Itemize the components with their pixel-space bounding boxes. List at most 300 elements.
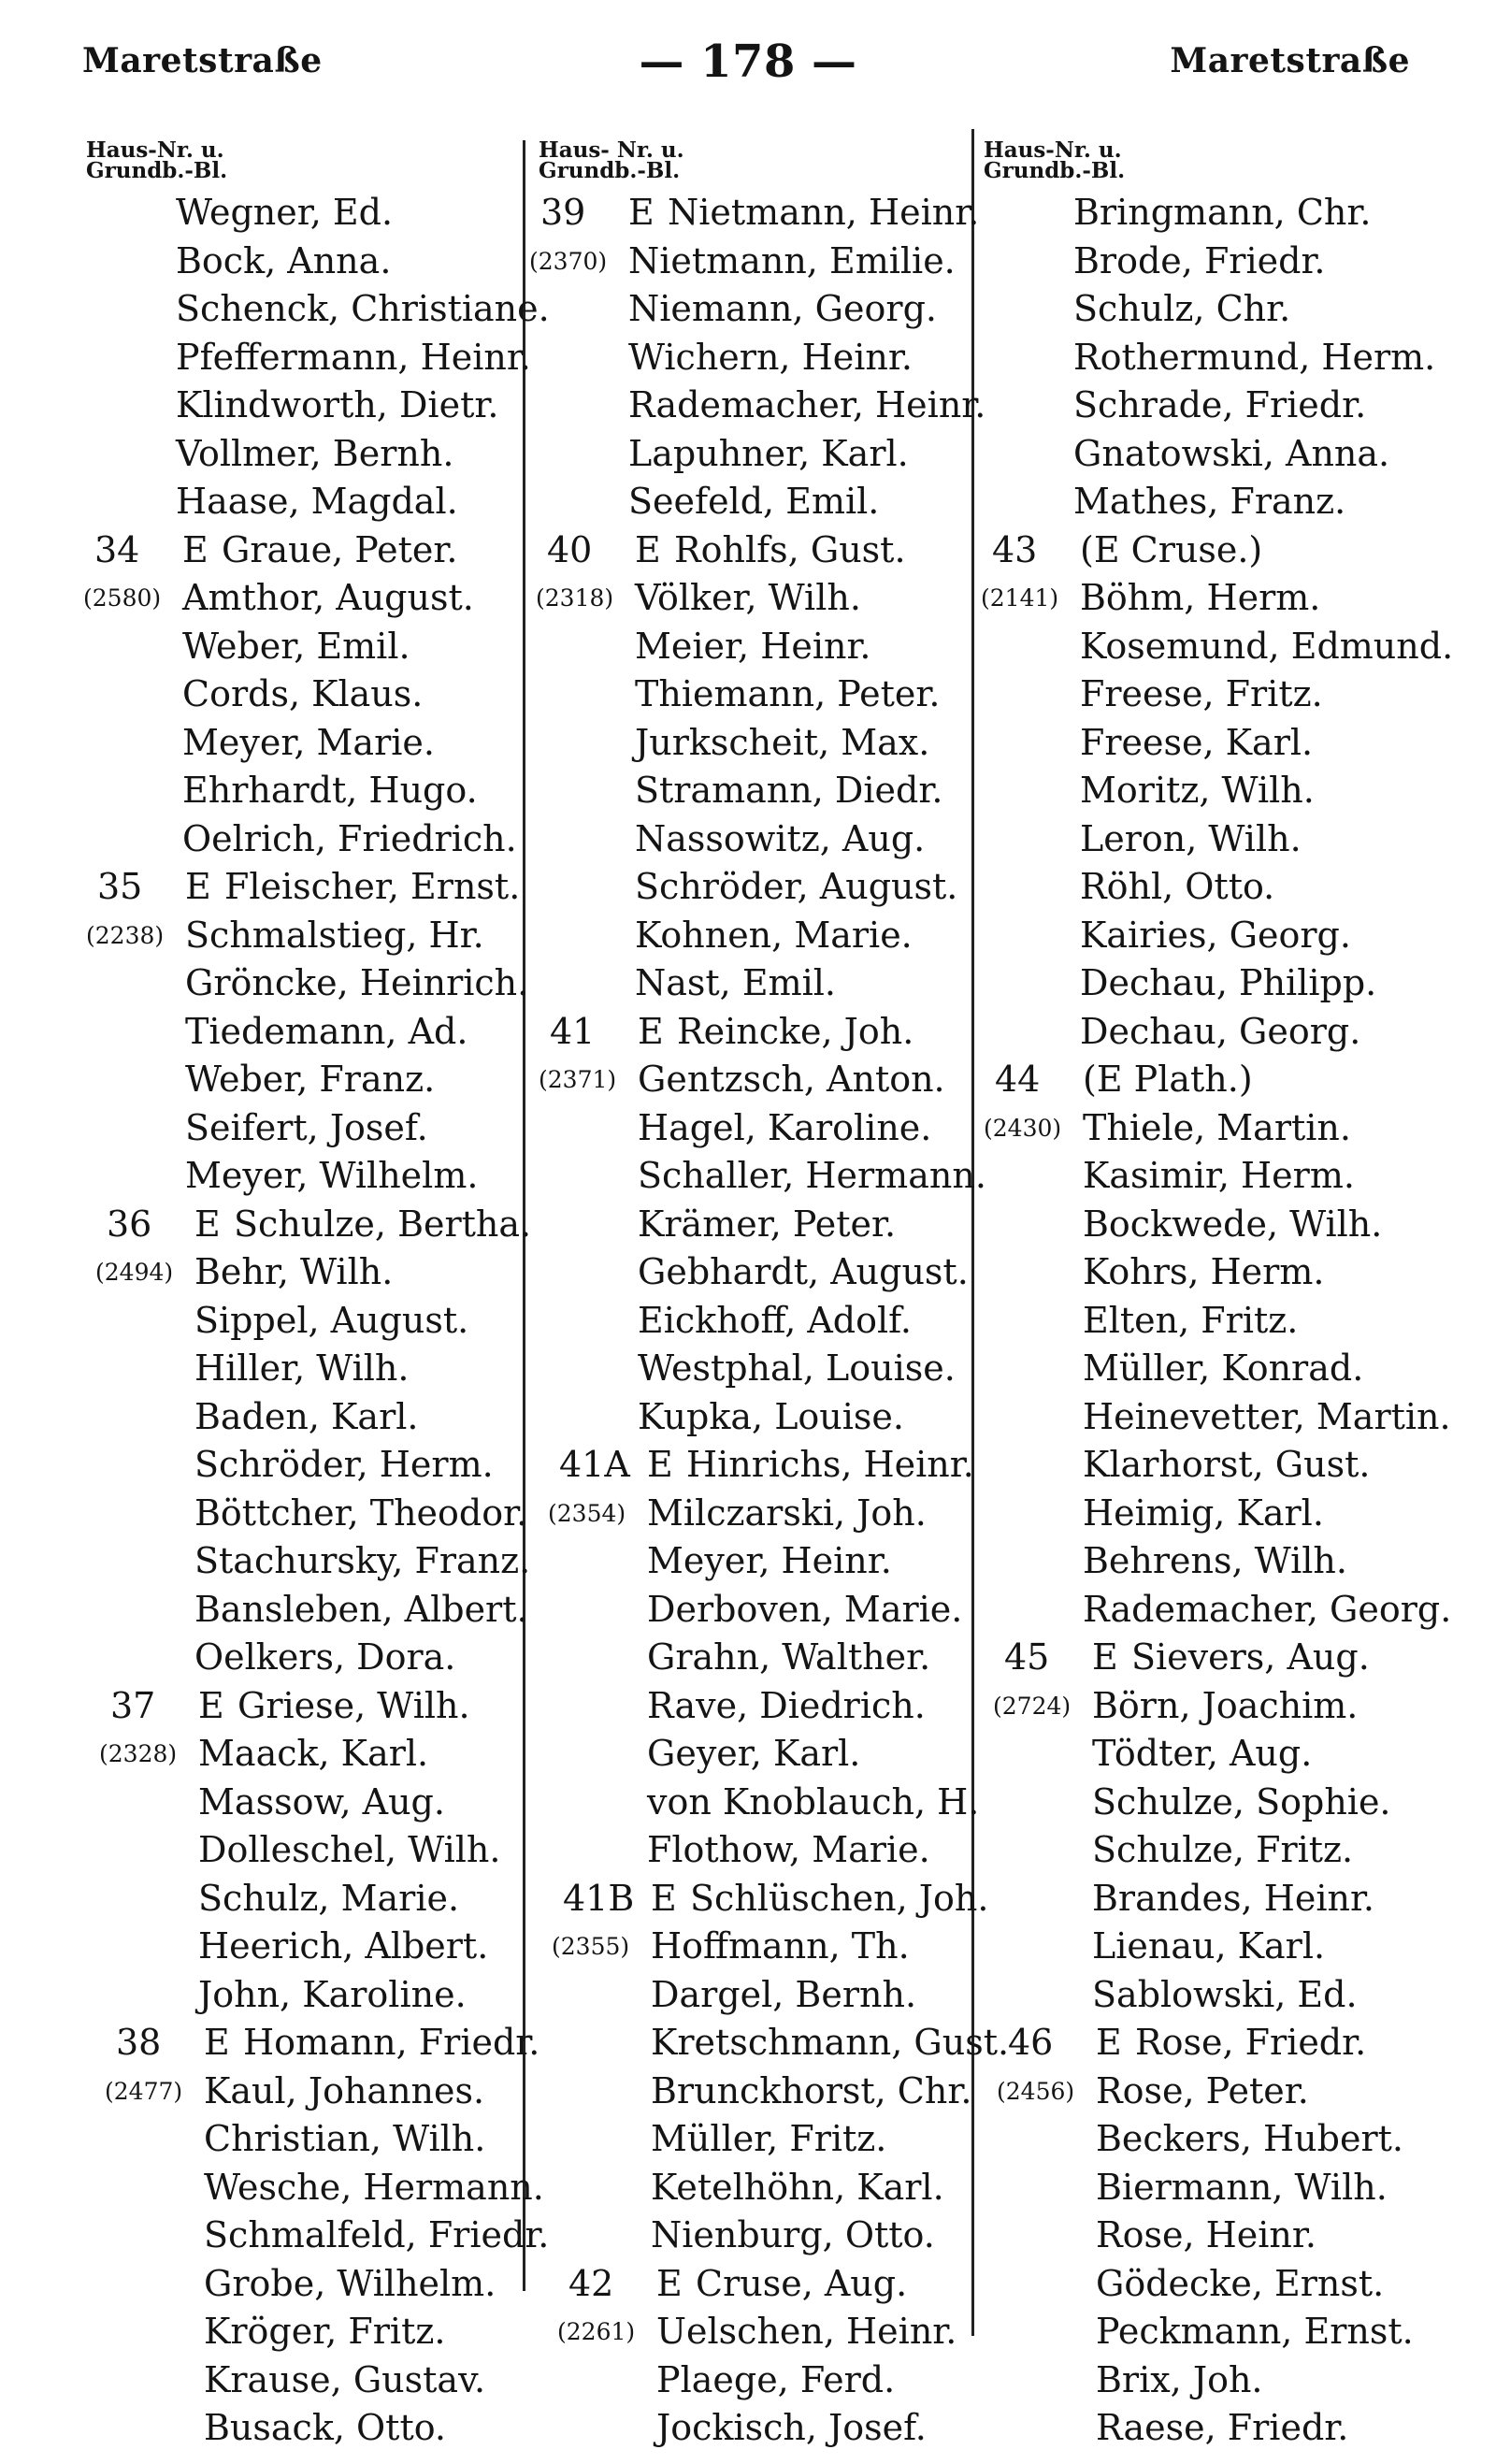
resident-name: Jockisch, Josef.: [656, 2407, 927, 2448]
resident-name: Schenck, Christiane.: [176, 288, 550, 329]
directory-entry: [82, 1056, 531, 1104]
directory-entry: [980, 1490, 1466, 1538]
directory-entry: [980, 1201, 1466, 1249]
land-register-number: (2456): [997, 2077, 1075, 2105]
resident-name: Weber, Franz.: [185, 1059, 436, 1100]
resident-name: Nassowitz, Aug.: [635, 817, 926, 859]
directory-entry: [82, 1152, 531, 1201]
directory-entry: [980, 2404, 1466, 2453]
resident-name: Baden, Karl.: [194, 1395, 419, 1437]
house-number: 35: [97, 866, 143, 907]
resident-name: Vollmer, Bernh.: [176, 432, 454, 474]
resident-name: Gebhardt, August.: [638, 1251, 969, 1292]
owner-marker: E: [198, 1684, 224, 1726]
directory-entry: [82, 959, 531, 1008]
resident-name: Kosemund, Edmund.: [1080, 625, 1454, 667]
land-register-number: (2238): [86, 921, 165, 949]
directory-entry: [82, 1008, 531, 1057]
resident-name: Oelkers, Dora.: [194, 1636, 456, 1678]
resident-name: Niemann, Georg.: [628, 288, 937, 329]
house-number: 34: [94, 528, 140, 570]
directory-entry: [82, 767, 531, 815]
directory-entry: [82, 2404, 531, 2453]
resident-name: Weber, Emil.: [182, 625, 410, 667]
resident-name: Thiemann, Peter.: [635, 673, 941, 714]
directory-entry: [535, 526, 974, 575]
resident-name: Schaller, Hermann.: [638, 1155, 986, 1196]
directory-entry: [82, 1537, 531, 1586]
directory-entry: [980, 1923, 1466, 1971]
column-heading-line: Haus-Nr. u.: [86, 137, 224, 163]
directory-entry: [980, 1779, 1466, 1827]
directory-entry: [980, 1971, 1466, 2020]
directory-entry: [980, 670, 1466, 719]
directory-entry: [980, 1586, 1466, 1635]
directory-entry: [82, 2164, 544, 2212]
directory-entry: [980, 285, 1466, 334]
directory-entry: [535, 767, 974, 815]
directory-entry: [980, 1730, 1466, 1779]
directory-entry: [980, 2115, 1466, 2164]
page-number: — 178 —: [639, 36, 857, 88]
directory-entry: [980, 1297, 1466, 1346]
land-register-number: (2354): [548, 1499, 626, 1527]
resident-name: Schmalfeld, Friedr.: [204, 2214, 550, 2255]
resident-name: Nienburg, Otto.: [651, 2214, 935, 2255]
street-header-right: Maretstraße: [1170, 41, 1410, 80]
resident-name: Böttcher, Theodor.: [194, 1491, 528, 1534]
resident-name: Tödter, Aug.: [1092, 1733, 1313, 1774]
land-register-number: (2430): [984, 1114, 1062, 1142]
resident-name: Eickhoff, Adolf.: [638, 1299, 912, 1341]
column-heading: [539, 137, 974, 189]
directory-column-1: [82, 137, 550, 2453]
owner-marker: E: [204, 2022, 230, 2063]
resident-name: Cruse, Aug.: [696, 2262, 908, 2304]
directory-entry: [535, 1393, 974, 1442]
resident-name: Heinevetter, Martin.: [1083, 1395, 1451, 1437]
resident-name: Schmalstieg, Hr.: [185, 914, 484, 956]
directory-entry: [82, 1779, 531, 1827]
directory-entry: [535, 1682, 974, 1731]
resident-name: Schröder, Herm.: [194, 1444, 494, 1485]
house-number: 46: [1008, 2022, 1054, 2063]
resident-name: Massow, Aug.: [198, 1780, 445, 1823]
house-number: 43: [992, 528, 1038, 570]
resident-name: Krämer, Peter.: [638, 1203, 897, 1245]
resident-name: Brunckhorst, Chr.: [651, 2069, 972, 2111]
resident-name: Sablowski, Ed.: [1092, 1973, 1358, 2015]
column-heading-line: Grundb.-Bl.: [539, 158, 681, 183]
resident-name: Hagel, Karoline.: [638, 1106, 932, 1148]
resident-name: Kairies, Georg.: [1080, 914, 1351, 956]
resident-name: Sippel, August.: [194, 1299, 469, 1341]
directory-entry: [82, 1923, 531, 1971]
directory-column-2: [529, 137, 1010, 2453]
directory-entry: [535, 1586, 974, 1635]
directory-entry: [82, 2260, 531, 2309]
directory-entry: [82, 623, 531, 671]
directory-entry: [535, 2356, 974, 2405]
directory-entry: [535, 719, 974, 768]
directory-entry: [535, 1971, 974, 2020]
directory-entry: [980, 2356, 1466, 2405]
resident-name: Geyer, Karl.: [647, 1733, 861, 1774]
resident-name: Gröncke, Heinrich.: [185, 962, 529, 1003]
directory-entry: [535, 2404, 974, 2453]
directory-entry: [535, 670, 974, 719]
directory-entry: [980, 430, 1466, 479]
directory-entry: [535, 2308, 974, 2356]
resident-name: Nietmann, Emilie.: [628, 239, 956, 281]
directory-entry: [535, 2260, 974, 2309]
resident-name: Seifert, Josef.: [185, 1106, 428, 1148]
house-number: 41A: [559, 1444, 630, 1485]
directory-entry: [980, 189, 1466, 238]
directory-entry: [535, 1104, 974, 1153]
directory-entry: [980, 382, 1466, 430]
directory-entry: [535, 1056, 974, 1104]
resident-name: Peckmann, Ernst.: [1096, 2311, 1414, 2352]
directory-entry: [980, 478, 1466, 526]
resident-name: Brode, Friedr.: [1073, 239, 1326, 281]
directory-entry: [535, 2164, 974, 2212]
land-register-number: (2370): [529, 247, 608, 275]
resident-name: Ketelhöhn, Karl.: [651, 2166, 944, 2208]
resident-name: Schulz, Chr.: [1073, 288, 1291, 329]
resident-name: Kohrs, Herm.: [1083, 1251, 1325, 1292]
directory-entry: [82, 430, 531, 479]
owner-marker: E: [194, 1203, 221, 1245]
resident-name: Haase, Magdal.: [176, 481, 458, 522]
land-register-number: (2261): [557, 2318, 636, 2345]
street-header-left: Maretstraße: [82, 41, 323, 80]
resident-name: Schrade, Friedr.: [1073, 384, 1367, 425]
resident-name: Sievers, Aug.: [1131, 1636, 1370, 1678]
directory-entry: [82, 2356, 531, 2405]
house-number: 42: [568, 2262, 614, 2304]
resident-name: Kohnen, Marie.: [635, 914, 913, 956]
directory-entry: [82, 1104, 531, 1153]
resident-name: Fleischer, Ernst.: [224, 866, 521, 907]
owner-marker: E: [647, 1444, 673, 1485]
resident-name: Röhl, Otto.: [1080, 866, 1275, 907]
directory-entry: [535, 1730, 974, 1779]
land-register-number: (2724): [993, 1692, 1072, 1720]
directory-entry: [535, 1537, 974, 1586]
directory-entry: [535, 959, 974, 1008]
directory-entry: [980, 767, 1466, 815]
resident-name: Müller, Fritz.: [651, 2118, 887, 2159]
directory-entry: [82, 238, 531, 286]
resident-name: Meyer, Marie.: [182, 721, 435, 763]
column-heading-line: Grundb.-Bl.: [984, 158, 1126, 183]
owner-marker: E: [651, 1877, 677, 1919]
resident-name: Stachursky, Franz.: [194, 1540, 531, 1581]
directory-entry: [980, 719, 1466, 768]
resident-name: Völker, Wilh.: [635, 577, 861, 618]
directory-entry: [529, 238, 974, 286]
directory-entry: [980, 526, 1466, 575]
directory-entry: [980, 623, 1466, 671]
resident-name: Rose, Friedr.: [1135, 2022, 1367, 2063]
resident-name: Flothow, Marie.: [647, 1829, 930, 1870]
resident-name: Freese, Fritz.: [1080, 673, 1323, 714]
directory-entry: [82, 189, 531, 238]
directory-entry: [980, 1152, 1466, 1201]
directory-entry: [980, 2019, 1466, 2068]
directory-entry: [82, 863, 531, 912]
resident-name: Kröger, Fritz.: [204, 2311, 446, 2352]
resident-name: von Knoblauch, H.: [647, 1780, 980, 1823]
resident-name: Dechau, Philipp.: [1080, 962, 1377, 1003]
resident-name: Grahn, Walther.: [647, 1636, 931, 1678]
resident-name: Rave, Diedrich.: [647, 1684, 926, 1726]
owner-marker: E: [185, 866, 211, 907]
resident-name: Oelrich, Friedrich.: [182, 817, 517, 859]
land-register-number: (2494): [95, 1259, 174, 1286]
directory-entry: [980, 2308, 1466, 2356]
house-number: 37: [110, 1684, 156, 1726]
resident-name: Schulze, Bertha.: [234, 1203, 532, 1245]
directory-entry: [535, 1345, 974, 1393]
directory-entry: [82, 1393, 531, 1442]
resident-name: Kupka, Louise.: [638, 1395, 904, 1437]
resident-name: Bock, Anna.: [176, 239, 392, 281]
resident-name: Elten, Fritz.: [1083, 1299, 1299, 1341]
land-register-number: (2580): [83, 584, 162, 612]
resident-name: Wegner, Ed.: [176, 192, 394, 233]
resident-name: Klarhorst, Gust.: [1083, 1444, 1371, 1485]
directory-entry: [82, 526, 531, 575]
resident-name: Klindworth, Dietr.: [176, 384, 499, 425]
directory-entry: [980, 334, 1466, 382]
resident-name: Hoffmann, Th.: [651, 1925, 910, 1967]
directory-entry: [535, 2115, 974, 2164]
resident-name: Mathes, Franz.: [1073, 481, 1346, 522]
directory-entry: [980, 815, 1466, 864]
resident-name: Meyer, Heinr.: [647, 1540, 892, 1581]
house-number: 41: [550, 1010, 596, 1052]
directory-entry: [980, 1537, 1466, 1586]
directory-entry: [535, 1441, 974, 1490]
directory-entry: [535, 2068, 974, 2116]
directory-entry: [980, 1441, 1466, 1490]
directory-entry: [535, 1779, 980, 1827]
resident-name: (E Cruse.): [1080, 528, 1263, 570]
resident-name: Busack, Otto.: [204, 2407, 447, 2448]
resident-name: Behr, Wilh.: [194, 1251, 394, 1292]
resident-name: Rademacher, Georg.: [1083, 1588, 1452, 1630]
resident-name: Pfeffermann, Heinr.: [176, 336, 531, 378]
directory-entry: [82, 382, 531, 430]
directory-entry: [82, 2212, 550, 2260]
resident-name: Gnatowski, Anna.: [1073, 432, 1390, 474]
directory-entry: [980, 2260, 1466, 2309]
resident-name: Freese, Karl.: [1080, 721, 1314, 763]
directory-entry: [82, 285, 550, 334]
directory-entry: [535, 430, 974, 479]
column-heading-line: Grundb.-Bl.: [86, 158, 228, 183]
directory-entry: [980, 2212, 1466, 2260]
directory-entry: [980, 1875, 1466, 1924]
directory-entry: [535, 285, 974, 334]
resident-name: Schlüschen, Joh.: [690, 1877, 989, 1919]
resident-name: Heimig, Karl.: [1083, 1491, 1324, 1534]
directory-entry: [82, 2019, 540, 2068]
resident-name: Meyer, Wilhelm.: [185, 1155, 479, 1196]
resident-name: Gentzsch, Anton.: [638, 1059, 945, 1100]
directory-entry: [82, 1826, 531, 1875]
land-register-number: (2371): [539, 1066, 617, 1093]
resident-name: Hiller, Wilh.: [194, 1347, 410, 1389]
directory-entry: [980, 1393, 1466, 1442]
directory-entry: [535, 863, 974, 912]
resident-name: Rademacher, Heinr.: [628, 384, 986, 425]
directory-entry: [82, 1634, 531, 1682]
directory-entry: [535, 815, 974, 864]
resident-name: Milczarski, Joh.: [647, 1491, 927, 1534]
column-heading: [86, 137, 531, 189]
resident-name: Böhm, Herm.: [1080, 577, 1321, 618]
directory-entry: [82, 1490, 531, 1538]
resident-name: (E Plath.): [1083, 1059, 1253, 1100]
resident-name: Dolleschel, Wilh.: [198, 1829, 501, 1870]
directory-entry: [980, 912, 1466, 960]
directory-entry: [535, 1201, 974, 1249]
directory-entry: [82, 1441, 531, 1490]
directory-entry: [980, 1345, 1466, 1393]
resident-name: Lienau, Karl.: [1092, 1925, 1326, 1967]
house-number: 45: [1004, 1636, 1050, 1678]
resident-name: Kasimir, Herm.: [1083, 1155, 1355, 1196]
resident-name: Behrens, Wilh.: [1083, 1540, 1347, 1581]
resident-name: Rothermund, Herm.: [1073, 336, 1436, 378]
resident-name: Hinrichs, Heinr.: [686, 1444, 974, 1485]
resident-name: Bockwede, Wilh.: [1083, 1203, 1383, 1245]
resident-name: Krause, Gustav.: [204, 2358, 486, 2400]
column-heading: [984, 137, 1466, 189]
directory-entry: [82, 1345, 531, 1393]
resident-name: Tiedemann, Ad.: [185, 1010, 468, 1052]
resident-name: Meier, Heinr.: [635, 625, 871, 667]
directory-entry: [535, 1826, 974, 1875]
owner-marker: E: [1096, 2022, 1122, 2063]
directory-entry: [82, 478, 531, 526]
resident-name: Stramann, Diedr.: [635, 770, 943, 811]
directory-entry: [980, 863, 1466, 912]
resident-name: Rose, Peter.: [1096, 2069, 1309, 2111]
owner-marker: E: [1092, 1636, 1118, 1678]
resident-name: Nietmann, Heinr.: [668, 192, 980, 233]
owner-marker: E: [656, 2262, 683, 2304]
directory-entry: [82, 912, 531, 960]
directory-entry: [980, 1104, 1466, 1153]
resident-name: Plaege, Ferd.: [656, 2358, 896, 2400]
directory-entry: [82, 670, 531, 719]
directory-entry: [980, 1826, 1466, 1875]
resident-name: Raese, Friedr.: [1096, 2407, 1349, 2448]
directory-entry: [535, 1634, 974, 1682]
resident-name: Leron, Wilh.: [1080, 817, 1302, 859]
resident-name: Müller, Konrad.: [1083, 1347, 1364, 1389]
resident-name: Bansleben, Albert.: [194, 1588, 528, 1630]
resident-name: Reincke, Joh.: [677, 1010, 914, 1052]
directory-entry: [535, 2019, 1010, 2068]
column-heading-line: Haus-Nr. u.: [984, 137, 1122, 163]
directory-entry: [980, 1008, 1466, 1057]
directory-entry: [82, 2308, 531, 2356]
resident-name: Moritz, Wilh.: [1080, 770, 1315, 811]
directory-entry: [535, 1875, 989, 1924]
resident-name: Beckers, Hubert.: [1096, 2118, 1403, 2159]
resident-name: Ehrhardt, Hugo.: [182, 770, 478, 811]
directory-entry: [82, 2068, 531, 2116]
directory-entry: [535, 189, 980, 238]
resident-name: Brandes, Heinr.: [1092, 1877, 1375, 1919]
house-number: 36: [107, 1203, 152, 1245]
resident-name: Cords, Klaus.: [182, 673, 424, 714]
directory-entry: [535, 623, 974, 671]
directory-entry: [980, 238, 1466, 286]
resident-name: Dargel, Bernh.: [651, 1973, 917, 2015]
resident-name: Homann, Friedr.: [243, 2022, 540, 2063]
directory-entry: [535, 1490, 974, 1538]
house-number: 38: [116, 2022, 162, 2063]
directory-entry: [535, 1297, 974, 1346]
resident-name: Heerich, Albert.: [198, 1925, 489, 1967]
directory-entry: [82, 815, 531, 864]
directory-entry: [535, 574, 974, 623]
resident-name: Schröder, August.: [635, 866, 958, 907]
directory-entry: [535, 1923, 974, 1971]
directory-entry: [535, 1008, 974, 1057]
owner-marker: E: [628, 192, 654, 233]
directory-entry: [82, 1297, 531, 1346]
resident-name: Rose, Heinr.: [1096, 2214, 1316, 2255]
resident-name: Nast, Emil.: [635, 962, 836, 1003]
resident-name: Graue, Peter.: [222, 528, 458, 570]
resident-name: Schulze, Sophie.: [1092, 1780, 1391, 1823]
owner-marker: E: [182, 528, 209, 570]
directory-column-3: [980, 137, 1466, 2453]
directory-entry: [980, 1248, 1466, 1297]
owner-marker: E: [635, 528, 661, 570]
owner-marker: E: [638, 1010, 664, 1052]
resident-name: Uelschen, Heinr.: [656, 2311, 957, 2352]
directory-entry: [980, 1634, 1466, 1682]
house-number: 40: [547, 528, 593, 570]
directory-entry: [82, 334, 531, 382]
resident-name: Kretschmann, Gust.: [651, 2022, 1010, 2063]
directory-entry: [535, 478, 974, 526]
resident-name: Thiele, Martin.: [1083, 1106, 1351, 1148]
resident-name: John, Karoline.: [198, 1973, 467, 2015]
resident-name: Bringmann, Chr.: [1073, 192, 1372, 233]
column-heading-line: Haus- Nr. u.: [539, 137, 684, 163]
house-number: 39: [540, 192, 586, 233]
resident-name: Wichern, Heinr.: [628, 336, 913, 378]
directory-entry: [82, 1201, 531, 1249]
resident-name: Schulze, Fritz.: [1092, 1829, 1354, 1870]
directory-entry: [82, 1682, 531, 1731]
resident-name: Grobe, Wilhelm.: [204, 2262, 496, 2304]
resident-name: Derboven, Marie.: [647, 1588, 963, 1630]
directory-entry: [980, 574, 1466, 623]
directory-entry: [82, 1586, 531, 1635]
land-register-number: (2355): [552, 1933, 630, 1960]
directory-entry: [980, 1056, 1466, 1104]
